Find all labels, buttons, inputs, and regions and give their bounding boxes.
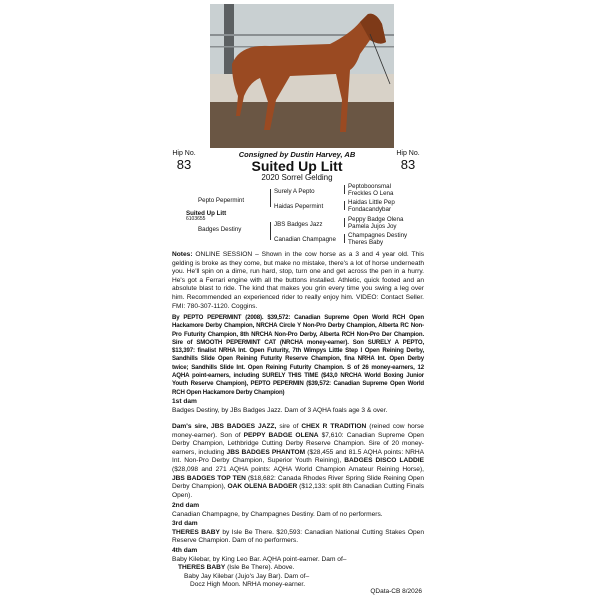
third-dam-name: THERES BABY bbox=[172, 528, 220, 536]
fourth-dam-line: Baby Jay Kilebar (Jujo's Jay Bar). Dam of– bbox=[184, 572, 310, 580]
ped-dd: Canadian Champagne bbox=[274, 236, 336, 243]
ped-sire: Pepto Pepermint bbox=[198, 197, 245, 204]
third-dam-label: 3rd dam bbox=[172, 520, 198, 527]
third-dam-section bbox=[172, 520, 424, 546]
fourth-dam-line: Docz High Moon. NRHA money-earner. bbox=[190, 581, 306, 589]
horse-image bbox=[210, 4, 394, 148]
dams-sire-offspring: CHEX R TRADITION bbox=[301, 423, 367, 430]
ped-bracket bbox=[344, 218, 345, 227]
dams-sire-text: ($18,682: Canada Rhodes River Spring Slide Reining Open Derby Champion), bbox=[172, 474, 424, 491]
hip-number: 83 bbox=[176, 157, 192, 172]
ped-sds: Haidas Little Pep bbox=[348, 199, 395, 206]
notes bbox=[172, 251, 424, 311]
dams-sire-text: $7,610: Canadian Supreme Open Derby Champion, Lethbridge Cutting Derby Reserve Champion. Sire of 20 money-earners, including bbox=[172, 431, 424, 456]
ped-dsd: Pamela Jujos Joy bbox=[348, 223, 397, 230]
dams-sire-offspring: JBS BADGES TOP TEN bbox=[172, 474, 246, 482]
second-dam-text: Canadian Champagne, by Champagnes Destiny. Dam of no performers. bbox=[172, 510, 383, 518]
hip-label: Hip No. bbox=[396, 150, 420, 157]
ped-dds: Champagnes Destiny bbox=[348, 232, 408, 239]
fourth-dam-line: Baby Kilebar, by King Leo Bar. AQHA point-earner. Dam of– bbox=[172, 555, 347, 563]
dams-sire-text: ($28,098 and 271 AQHA points: AQHA World Champion Amateur Reining Horse), bbox=[172, 465, 424, 473]
notes-label: Notes: bbox=[172, 251, 193, 258]
catalog-page bbox=[172, 0, 422, 600]
horse-description: 2020 Sorrel Gelding bbox=[261, 173, 333, 182]
footer-code: QData-CB 8/2026 bbox=[370, 588, 422, 595]
sire-paragraph: By PEPTO PEPERMINT (2008). $39,572: Canadian Supreme Open World RCH Open Hackamore Derby Champion, NRCHA Circle Y Non-Pro Derby Champion, Alberta RC Non-Pro Futurity Champion, 8th NRCHA Non-Pro Derby, Alberta RCH Non-Pro Der Champion. Sire of SMOOTH PEPERMINT CAT (NRCHA money-earner). Son SURELY A PEPTO, $13,397: finalist NRHA Int. Open Futurity, 7th Wimpys Little Step I Open Reining Derby, Sandhills Slide Open Reining Futurity Reserve Champion, fina NRHA Int. Open Derby twice; Sandhills Slide Int. Open Reining Futurity Champion. S of 26 money-earners, 12 AQHA point-earners, including SURELY THIS TIME ($43,0 NRCHA World Boxing Junior Youth Reserve Champion), PEPTO PEPERMIN ($39,572: Canadian Supreme Open World RCH Open Hackamore Derby Champion) bbox=[172, 314, 424, 396]
ped-sd: Haidas Pepermint bbox=[274, 203, 324, 210]
second-dam-label: 2nd dam bbox=[172, 502, 200, 509]
dams-sire-text: ($28,455 and 81.5 AQHA points: NRHA Int. Non-Pro Derby Champion, Superior Youth Reining), bbox=[172, 448, 424, 465]
dams-sire-offspring: OAK OLENA BADGER bbox=[227, 483, 298, 491]
ped-dss: Peppy Badge Olena bbox=[348, 216, 404, 223]
dams-sire-text: sire of bbox=[276, 423, 302, 430]
notes-text: ONLINE SESSION – Shown in the cow horse as a 3 and 4 year old. This gelding is broke as they come, but make no mistake, there's a lot of horse underneath you. He'll spin on a dime, run hard, stop, turn one and get across the pen in a hurry. He's got a Ferrari engine with all the buttons installed. Athletic, quick footed and an absolute blast to ride. The kind that makes you grin every time you swing a leg over him. Recommended an experienced rider to really enjoy him. VIDEO: Contact Seller. FMI: 780-307-1120. Coggins. bbox=[172, 251, 424, 310]
hip-label: Hip No. bbox=[172, 150, 196, 157]
fourth-dam-line bbox=[172, 564, 424, 573]
hip-number-right bbox=[396, 150, 420, 172]
dams-sire-text: ($12,133: split 8th Canadian Cutting Finals Open). bbox=[172, 483, 424, 499]
hip-number: 83 bbox=[400, 157, 416, 172]
ped-ddd: Theres Baby bbox=[348, 239, 384, 246]
consignor: Consigned by Dustin Harvey, AB bbox=[238, 150, 356, 159]
ped-ds: JBS Badges Jazz bbox=[274, 221, 323, 228]
horse-name: Suited Up Litt bbox=[251, 158, 343, 174]
fourth-dam-produce-text: (Isle Be There). Above. bbox=[225, 564, 295, 572]
ped-bracket bbox=[344, 201, 345, 210]
second-dam-section bbox=[172, 502, 424, 519]
dams-sire-sire: PEPPY BADGE OLENA bbox=[243, 431, 319, 439]
first-dam-label: 1st dam bbox=[172, 398, 197, 405]
first-dam-text: Badges Destiny, by JBs Badges Jazz. Dam of 3 AQHA foals age 3 & over. bbox=[172, 406, 388, 414]
ped-bracket bbox=[344, 185, 345, 194]
ped-bracket bbox=[344, 234, 345, 243]
dams-sire-text: (reined cow horse money-earner). Son of bbox=[172, 423, 424, 439]
dams-sire-offspring: JBS BADGES PHANTOM bbox=[226, 448, 306, 456]
ped-ss: Surely A Pepto bbox=[274, 188, 315, 195]
ped-subject: Suited Up Litt bbox=[186, 210, 227, 217]
ped-dam: Badges Destiny bbox=[198, 226, 242, 233]
dams-sire-label: Dam's sire, bbox=[172, 423, 209, 430]
ped-bracket bbox=[270, 189, 271, 207]
dams-sire-name: JBS BADGES JAZZ, bbox=[211, 423, 277, 430]
ped-sss: Peptoboonsmal bbox=[348, 183, 391, 190]
fourth-dam-produce-name: THERES BABY bbox=[178, 564, 226, 572]
third-dam-text: by Isle Be There. $20,593: Canadian National Cutting Stakes Open Reserve Champion. Dam of no performers. bbox=[172, 528, 424, 545]
dams-sire-section bbox=[172, 423, 424, 500]
ped-sdd: Fondacandybar bbox=[348, 206, 391, 213]
fourth-dam-section bbox=[172, 547, 424, 590]
ped-bracket bbox=[270, 222, 271, 240]
dams-sire-offspring: BADGES DISCO LADDIE bbox=[344, 457, 424, 465]
fourth-dam-label: 4th dam bbox=[172, 547, 198, 554]
first-dam-section bbox=[172, 398, 424, 415]
ped-reg: 6103655 bbox=[186, 216, 206, 222]
ped-ssd: Freckles O Lena bbox=[348, 190, 394, 197]
hip-number-left bbox=[172, 150, 196, 172]
horse-photo bbox=[210, 4, 394, 148]
